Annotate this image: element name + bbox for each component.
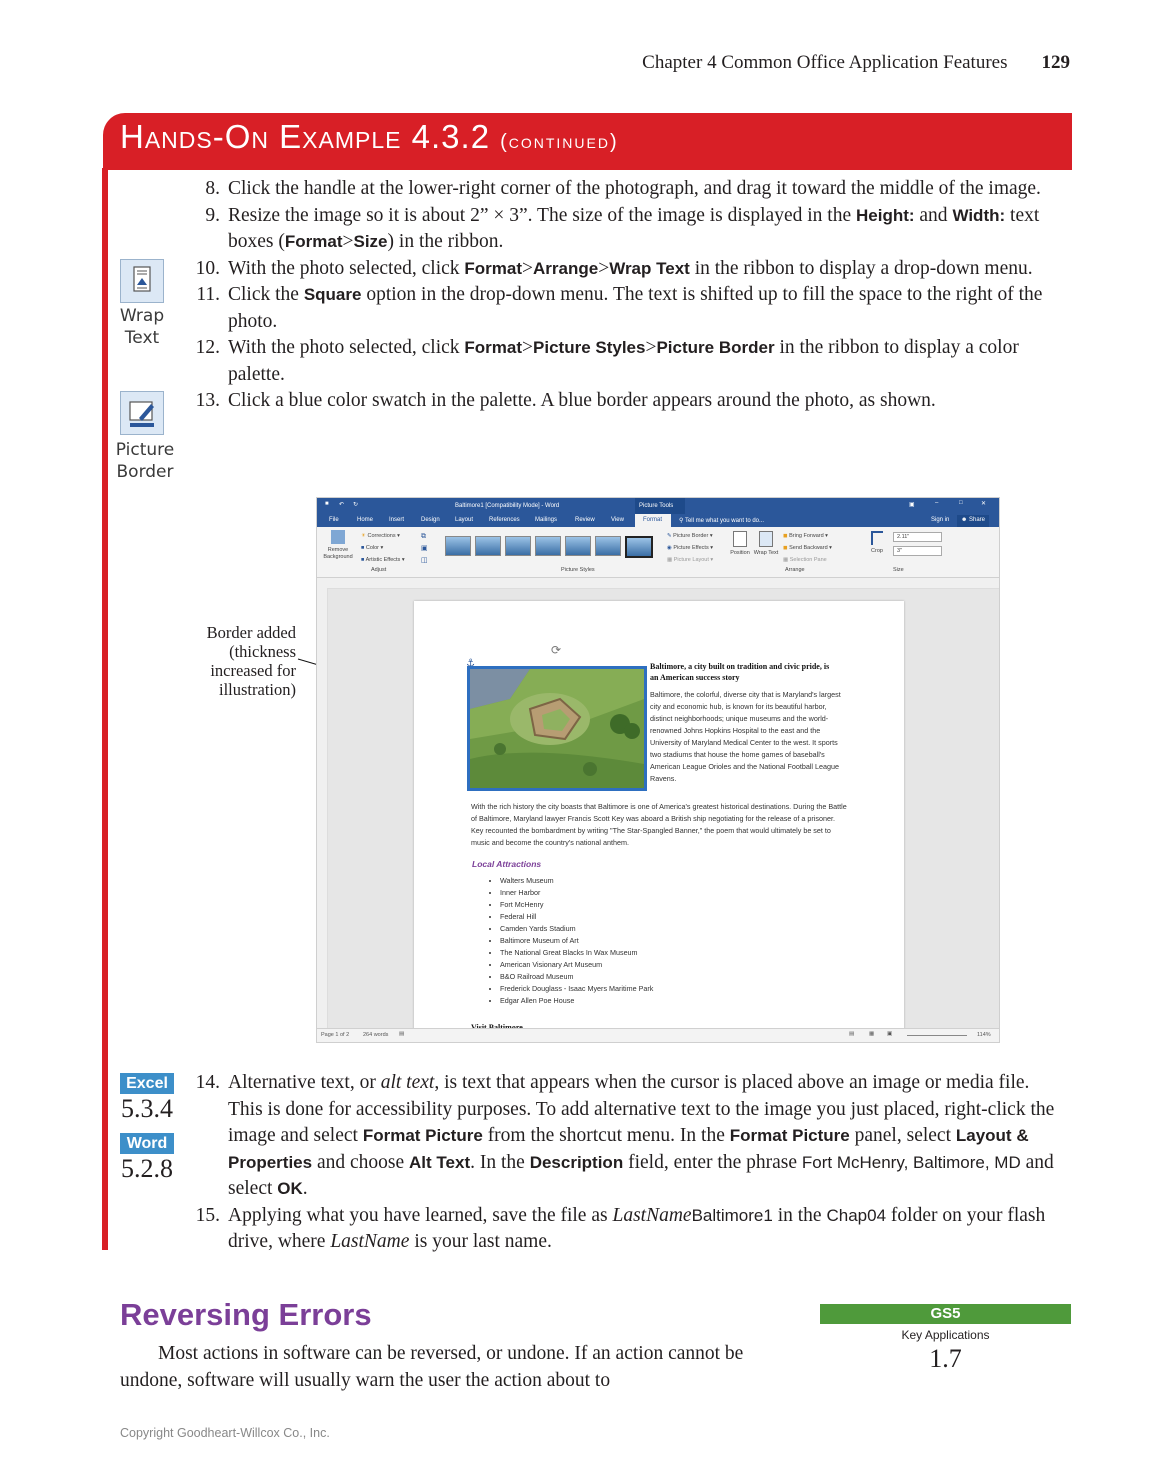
step-text: Alternative text, or alt text, is text that appears when the cursor is placed above an image or media file. This is done for accessibility purposes. To add alternative text to the image you just placed, right-click the image and select Format Picture from the shortcut menu. In the Format Picture panel, select Layout & Properties and choose Alt Text. In the Description field, enter the phrase Fort McHenry, Baltimore, MD and select OK. xyxy=(228,1072,1055,1199)
key-app-code: GS5 xyxy=(820,1304,1071,1324)
selection-pane-button[interactable]: ▦ Selection Pane xyxy=(783,557,827,563)
anchor-icon: ⚓ xyxy=(466,658,475,669)
step-14 xyxy=(178,1070,1068,1203)
tab-references[interactable]: References xyxy=(489,517,520,523)
list-item: • Walters Museum xyxy=(500,875,653,887)
step-number: 14. xyxy=(195,1072,220,1093)
horizontal-ruler[interactable] xyxy=(317,578,999,589)
maximize-icon[interactable]: □ xyxy=(959,500,963,506)
send-backward-button[interactable]: ◼ Send Backward ▾ xyxy=(783,545,832,551)
step-number: 10. xyxy=(195,257,220,279)
step-number: 8. xyxy=(205,178,220,199)
steps-list-bottom xyxy=(178,1070,1068,1256)
context-tab-label: Picture Tools xyxy=(635,498,685,514)
tab-review[interactable]: Review xyxy=(575,517,595,523)
picture-border-button[interactable]: ✎ Picture Border ▾ xyxy=(667,533,713,539)
save-icon[interactable]: ■ xyxy=(325,501,329,507)
picture-border-label-line2: Border xyxy=(116,462,174,482)
page-number: 129 xyxy=(1041,52,1070,73)
picture-layout-button[interactable]: ▦ Picture Layout ▾ xyxy=(667,557,714,563)
step-text: With the photo selected, click Format>Arrange>Wrap Text in the ribbon to display a drop-down menu. xyxy=(228,257,1033,279)
step-8 xyxy=(178,176,1068,203)
picture-styles-group-label: Picture Styles xyxy=(561,567,595,573)
rotate-handle-icon[interactable]: ⟳ xyxy=(551,643,562,657)
tab-view[interactable]: View xyxy=(611,517,624,523)
running-head xyxy=(642,52,1070,74)
print-layout-icon[interactable]: ▦ xyxy=(869,1031,875,1037)
list-item: • American Visionary Art Museum xyxy=(500,959,653,971)
step-number: 13. xyxy=(195,390,220,411)
status-bar xyxy=(317,1028,999,1043)
doc-paragraph-2: With the rich history the city boasts that Baltimore is one of America's greatest historical destinations. During the Battle of Baltimore, Maryland lawyer Francis Scott Key was aboard a British ship negotiating for the release of a prisoner. Key recounted the bombardment by writing "The Star-Spangled Banner," the poem that would ultimately be set to music and become the country's national anthem. xyxy=(471,802,847,847)
wrap-icon xyxy=(759,531,773,547)
step-9 xyxy=(178,203,1068,256)
arrange-group-label: Arrange xyxy=(785,567,805,573)
position-button[interactable]: Position xyxy=(727,531,753,557)
key-app-number: 1.7 xyxy=(929,1344,962,1373)
web-layout-icon[interactable]: ▣ xyxy=(887,1031,893,1037)
step-10 xyxy=(178,256,1068,283)
step-11 xyxy=(178,282,1068,335)
color-button[interactable]: ■ Color ▾ xyxy=(361,545,384,551)
list-item: • Frederick Douglass - Isaac Myers Maritime Park xyxy=(500,983,653,995)
step-text: Click the Square option in the drop-down menu. The text is shifted up to fill the space to the right of the photo. xyxy=(228,284,1043,332)
list-item: • B&O Railroad Museum xyxy=(500,971,653,983)
key-app-label: Key Applications xyxy=(901,1328,990,1342)
wrap-text-label-line2: Text xyxy=(124,328,160,348)
height-field[interactable]: 2.11" xyxy=(893,532,942,542)
format-ribbon xyxy=(317,527,999,578)
crop-button[interactable]: Crop xyxy=(867,531,887,555)
word-title-bar xyxy=(317,498,999,514)
word-screenshot xyxy=(316,497,1000,1043)
attractions-list xyxy=(464,875,653,1007)
ribbon-tabs xyxy=(317,514,999,527)
tab-home[interactable]: Home xyxy=(357,517,374,523)
tab-format[interactable]: Format xyxy=(635,514,671,527)
tab-design[interactable]: Design xyxy=(421,517,440,523)
example-side-bar xyxy=(102,168,108,1250)
excel-objective: 5.3.4 xyxy=(121,1094,173,1123)
list-item: • Edgar Allen Poe House xyxy=(500,995,653,1007)
fort-mchenry-photo[interactable] xyxy=(467,666,647,791)
crop-icon xyxy=(871,531,883,545)
tell-me-box[interactable]: ⚲ Tell me what you want to do... xyxy=(679,518,764,524)
step-number: 15. xyxy=(195,1204,220,1226)
document-page xyxy=(414,601,904,1036)
close-icon[interactable]: ✕ xyxy=(981,501,987,507)
border-callout: Border added (thickness increased for illustration) xyxy=(206,623,296,699)
zoom-slider[interactable] xyxy=(907,1035,967,1036)
list-item: • Baltimore Museum of Art xyxy=(500,935,653,947)
picture-effects-button[interactable]: ◉ Picture Effects ▾ xyxy=(667,545,713,551)
wrap-text-label xyxy=(112,305,172,349)
read-mode-icon[interactable]: ▤ xyxy=(849,1031,855,1037)
bring-forward-button[interactable]: ◼ Bring Forward ▾ xyxy=(783,533,828,539)
tab-insert[interactable]: Insert xyxy=(389,517,405,523)
width-field[interactable]: 3" xyxy=(893,546,942,556)
banner-title xyxy=(120,118,619,156)
picture-border-icon xyxy=(120,391,164,435)
step-15 xyxy=(178,1203,1068,1256)
step-text: Resize the image so it is about 2” × 3”. The size of the image is displayed in the Height: and Width: text boxes (Format>Size) in the ribbon. xyxy=(228,204,1040,252)
size-group-label: Size xyxy=(893,567,904,573)
running-head-text: Chapter 4 Common Office Application Features xyxy=(642,52,1008,73)
adjust-small-icons[interactable]: ⧉ ▣ ◫ xyxy=(421,533,428,564)
artistic-effects-button[interactable]: ■ Artistic Effects ▾ xyxy=(361,557,405,563)
tab-file[interactable]: File xyxy=(329,517,339,523)
list-item: • Inner Harbor xyxy=(500,887,653,899)
status-words[interactable]: 264 words xyxy=(363,1032,389,1038)
section-paragraph xyxy=(120,1341,800,1394)
wrap-text-icon xyxy=(120,259,164,303)
doc-paragraph-1: Baltimore, the colorful, diverse city that is Maryland's largest city and economic hub, is known for its beautiful harbor, distinct neighborhoods; unique museums and the world-renowned Johns Hopkins Hospital to the east and the University of Maryland Medical Center to the west. It sports two stadiums that house the home games of baseball's American League Orioles and the National Football League Ravens. xyxy=(650,690,841,783)
proofing-icon[interactable]: ▤ xyxy=(399,1031,405,1037)
undo-icon[interactable]: ↶ xyxy=(339,502,345,508)
step-13 xyxy=(178,388,1068,415)
step-number: 9. xyxy=(205,204,220,226)
picture-border-label xyxy=(112,439,178,483)
remove-background-icon xyxy=(331,530,345,544)
section-heading: Reversing Errors xyxy=(120,1297,372,1332)
status-page[interactable]: Page 1 of 2 xyxy=(321,1032,350,1038)
wrap-text-button[interactable]: Wrap Text xyxy=(753,531,779,557)
corrections-button[interactable]: ☀ Corrections ▾ xyxy=(361,533,400,539)
aerial-photo-image xyxy=(470,669,644,788)
list-item: • The National Great Blacks In Wax Museum xyxy=(500,947,653,959)
window-title: Baltimore1 [Compatibility Mode] - Word xyxy=(455,503,560,509)
step-text: Click a blue color swatch in the palette. A blue border appears around the photo, as shown. xyxy=(228,390,936,411)
picture-styles-gallery[interactable] xyxy=(445,533,655,559)
share-button[interactable]: ☻ Share xyxy=(957,515,989,530)
tab-mailings[interactable]: Mailings xyxy=(535,517,558,523)
position-icon xyxy=(733,531,747,547)
step-12 xyxy=(178,335,1068,388)
list-item: • Federal Hill xyxy=(500,911,653,923)
picture-border-label-line1: Picture xyxy=(115,440,175,460)
remove-background-button[interactable]: Remove Background xyxy=(321,530,355,561)
sign-in-link[interactable]: Sign in xyxy=(931,517,950,523)
banner-continued: (continued) xyxy=(500,131,619,153)
zoom-level[interactable]: 114% xyxy=(977,1032,991,1038)
step-text: With the photo selected, click Format>Picture Styles>Picture Border in the ribbon to display a color palette. xyxy=(228,337,1019,385)
list-item: • Fort McHenry xyxy=(500,899,653,911)
step-text: Applying what you have learned, save the file as LastNameBaltimore1 in the Chap04 folder on your flash drive, where LastName is your last name. xyxy=(228,1204,1046,1252)
tab-layout[interactable]: Layout xyxy=(455,517,474,523)
list-item: • Camden Yards Stadium xyxy=(500,923,653,935)
doc-heading: Baltimore, a city built on tradition and civic pride, is an American success story xyxy=(650,662,830,682)
wrap-text-label-line1: Wrap xyxy=(119,306,165,326)
copyright: Copyright Goodheart-Willcox Co., Inc. xyxy=(120,1426,330,1440)
adjust-group-label: Adjust xyxy=(371,567,387,573)
vertical-ruler[interactable] xyxy=(317,588,328,1028)
steps-list-top xyxy=(178,176,1068,415)
section-paragraph-text: Most actions in software can be reversed, or undone. If an action cannot be undone, software will usually warn the user the action about to xyxy=(120,1343,744,1391)
word-objective: 5.2.8 xyxy=(121,1154,173,1183)
step-number: 11. xyxy=(196,284,220,305)
word-badge: Word xyxy=(120,1133,174,1154)
redo-icon[interactable]: ↻ xyxy=(353,502,359,508)
ribbon-display-icon[interactable]: ▣ xyxy=(909,502,915,508)
excel-badge: Excel xyxy=(120,1073,174,1094)
step-text: Click the handle at the lower-right corner of the photograph, and drag it toward the middle of the image. xyxy=(228,178,1041,199)
minimize-icon[interactable]: – xyxy=(935,500,939,506)
doc-subheading: Local Attractions xyxy=(472,859,542,869)
step-number: 12. xyxy=(195,337,220,358)
banner-title-text: Hands-On Example 4.3.2 xyxy=(120,118,491,155)
